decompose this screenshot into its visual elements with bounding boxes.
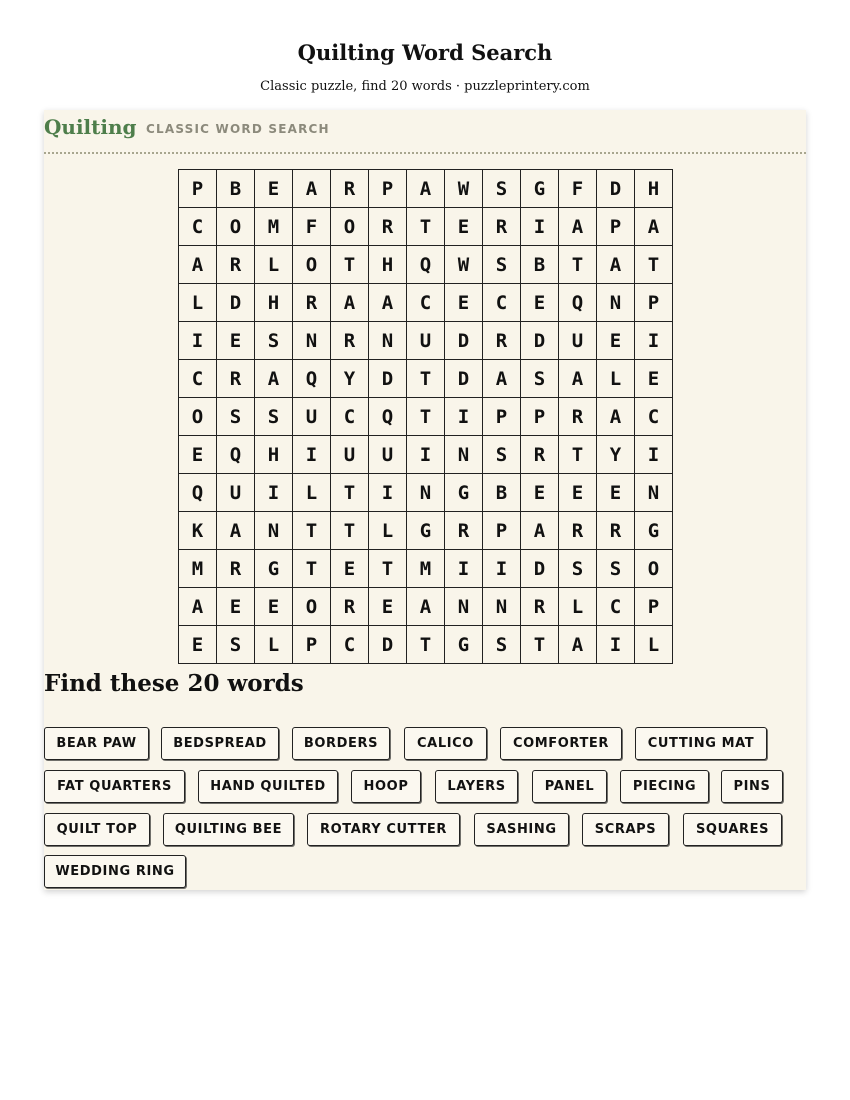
grid-cell[interactable]: A: [407, 588, 445, 626]
grid-cell[interactable]: T: [369, 550, 407, 588]
grid-cell[interactable]: P: [635, 588, 673, 626]
grid-cell[interactable]: I: [635, 322, 673, 360]
grid-cell[interactable]: D: [521, 550, 559, 588]
grid-cell[interactable]: W: [445, 246, 483, 284]
grid-cell[interactable]: L: [179, 284, 217, 322]
grid-cell[interactable]: C: [179, 208, 217, 246]
grid-cell[interactable]: H: [635, 170, 673, 208]
word-item[interactable]: CUTTING MAT: [635, 727, 767, 760]
word-list-heading: Find these 20 words: [44, 670, 304, 697]
grid-cell[interactable]: U: [217, 474, 255, 512]
grid-cell[interactable]: C: [179, 360, 217, 398]
word-item[interactable]: HAND QUILTED: [198, 770, 338, 803]
word-item[interactable]: PANEL: [532, 770, 607, 803]
grid-cell[interactable]: P: [597, 208, 635, 246]
word-item[interactable]: QUILTING BEE: [163, 813, 294, 846]
grid-cell[interactable]: O: [179, 398, 217, 436]
grid-cell[interactable]: Y: [597, 436, 635, 474]
grid-cell[interactable]: R: [445, 512, 483, 550]
grid-cell[interactable]: N: [445, 588, 483, 626]
grid-cell[interactable]: S: [559, 550, 597, 588]
grid-cell[interactable]: L: [255, 626, 293, 664]
page-subtitle: Classic puzzle, find 20 words · puzzleprintery.com: [260, 79, 590, 94]
grid-cell[interactable]: L: [559, 588, 597, 626]
grid-cell[interactable]: T: [407, 360, 445, 398]
grid-cell[interactable]: R: [521, 436, 559, 474]
grid-cell[interactable]: U: [331, 436, 369, 474]
grid-cell[interactable]: I: [597, 626, 635, 664]
grid-cell[interactable]: E: [179, 626, 217, 664]
grid-cell[interactable]: P: [521, 398, 559, 436]
puzzle-card: [44, 110, 806, 890]
grid-cell[interactable]: C: [331, 398, 369, 436]
grid-cell[interactable]: E: [255, 588, 293, 626]
grid-cell[interactable]: R: [369, 208, 407, 246]
grid-cell[interactable]: A: [559, 626, 597, 664]
grid-cell[interactable]: E: [597, 322, 635, 360]
word-item[interactable]: FAT QUARTERS: [44, 770, 185, 803]
page-title: Quilting Word Search: [297, 40, 553, 65]
grid-cell[interactable]: U: [293, 398, 331, 436]
grid-cell[interactable]: N: [597, 284, 635, 322]
grid-cell[interactable]: O: [293, 588, 331, 626]
grid-cell[interactable]: E: [521, 284, 559, 322]
grid-cell[interactable]: G: [635, 512, 673, 550]
grid-cell[interactable]: O: [293, 246, 331, 284]
grid-cell[interactable]: N: [369, 322, 407, 360]
grid-cell[interactable]: B: [217, 170, 255, 208]
grid-cell[interactable]: R: [331, 170, 369, 208]
grid-cell[interactable]: Q: [407, 246, 445, 284]
grid-cell[interactable]: R: [293, 284, 331, 322]
grid-cell[interactable]: L: [293, 474, 331, 512]
grid-cell[interactable]: B: [483, 474, 521, 512]
grid-cell[interactable]: A: [369, 284, 407, 322]
grid-cell[interactable]: A: [483, 360, 521, 398]
grid-cell[interactable]: R: [483, 322, 521, 360]
grid-cell[interactable]: U: [369, 436, 407, 474]
grid-cell[interactable]: A: [559, 208, 597, 246]
grid-cell[interactable]: N: [255, 512, 293, 550]
grid-cell[interactable]: G: [445, 626, 483, 664]
grid-cell[interactable]: D: [597, 170, 635, 208]
grid-cell[interactable]: G: [521, 170, 559, 208]
grid-cell[interactable]: E: [217, 588, 255, 626]
grid-cell[interactable]: N: [293, 322, 331, 360]
grid-cell[interactable]: G: [445, 474, 483, 512]
word-item[interactable]: BEDSPREAD: [161, 727, 279, 760]
grid-cell[interactable]: A: [635, 208, 673, 246]
grid-cell[interactable]: A: [407, 170, 445, 208]
grid-cell[interactable]: I: [521, 208, 559, 246]
grid-cell[interactable]: Q: [179, 474, 217, 512]
grid-cell[interactable]: H: [255, 436, 293, 474]
grid-cell[interactable]: S: [217, 626, 255, 664]
grid-cell[interactable]: R: [331, 322, 369, 360]
grid-cell[interactable]: P: [483, 512, 521, 550]
grid-cell[interactable]: R: [483, 208, 521, 246]
grid-cell[interactable]: L: [597, 360, 635, 398]
grid-cell[interactable]: Y: [331, 360, 369, 398]
grid-cell[interactable]: N: [635, 474, 673, 512]
grid-cell[interactable]: I: [445, 550, 483, 588]
grid-cell[interactable]: T: [331, 246, 369, 284]
grid-cell[interactable]: A: [217, 512, 255, 550]
grid-cell[interactable]: P: [635, 284, 673, 322]
grid-cell[interactable]: A: [559, 360, 597, 398]
grid-cell[interactable]: R: [217, 360, 255, 398]
grid-cell[interactable]: O: [635, 550, 673, 588]
grid-cell[interactable]: E: [445, 208, 483, 246]
grid-cell[interactable]: R: [521, 588, 559, 626]
grid-cell[interactable]: K: [179, 512, 217, 550]
grid-cell[interactable]: U: [407, 322, 445, 360]
grid-cell[interactable]: T: [293, 550, 331, 588]
grid-cell[interactable]: O: [331, 208, 369, 246]
grid-cell[interactable]: U: [559, 322, 597, 360]
grid-cell[interactable]: A: [331, 284, 369, 322]
grid-cell[interactable]: E: [635, 360, 673, 398]
grid-cell[interactable]: R: [217, 246, 255, 284]
grid-cell[interactable]: P: [369, 170, 407, 208]
word-item[interactable]: LAYERS: [435, 770, 518, 803]
grid-cell[interactable]: O: [217, 208, 255, 246]
grid-cell[interactable]: M: [255, 208, 293, 246]
word-item[interactable]: SCRAPS: [582, 813, 669, 846]
grid-cell[interactable]: T: [635, 246, 673, 284]
grid-cell[interactable]: D: [445, 322, 483, 360]
grid-cell[interactable]: G: [407, 512, 445, 550]
grid-cell[interactable]: A: [521, 512, 559, 550]
grid-cell[interactable]: A: [179, 588, 217, 626]
grid-cell[interactable]: T: [407, 208, 445, 246]
grid-cell[interactable]: Q: [559, 284, 597, 322]
grid-cell[interactable]: D: [369, 626, 407, 664]
grid-cell[interactable]: C: [635, 398, 673, 436]
grid-cell[interactable]: E: [559, 474, 597, 512]
grid-cell[interactable]: S: [483, 170, 521, 208]
grid-cell[interactable]: R: [597, 512, 635, 550]
word-item[interactable]: HOOP: [351, 770, 421, 803]
grid-cell[interactable]: E: [369, 588, 407, 626]
grid-cell[interactable]: P: [179, 170, 217, 208]
grid-cell[interactable]: T: [407, 626, 445, 664]
grid-cell[interactable]: A: [179, 246, 217, 284]
grid-cell[interactable]: I: [445, 398, 483, 436]
grid-cell[interactable]: I: [635, 436, 673, 474]
grid-cell[interactable]: C: [483, 284, 521, 322]
grid-cell[interactable]: D: [521, 322, 559, 360]
card-header: [44, 110, 806, 154]
grid-cell[interactable]: Q: [369, 398, 407, 436]
grid-cell[interactable]: I: [407, 436, 445, 474]
grid-cell[interactable]: S: [521, 360, 559, 398]
grid-cell[interactable]: F: [293, 208, 331, 246]
grid-cell[interactable]: R: [559, 398, 597, 436]
grid-cell[interactable]: R: [217, 550, 255, 588]
grid-cell[interactable]: T: [293, 512, 331, 550]
grid-cell[interactable]: C: [407, 284, 445, 322]
grid-cell[interactable]: E: [445, 284, 483, 322]
letter-grid: [178, 169, 673, 664]
grid-cell[interactable]: T: [521, 626, 559, 664]
grid-cell[interactable]: L: [255, 246, 293, 284]
grid-cell[interactable]: B: [521, 246, 559, 284]
grid-cell[interactable]: Q: [217, 436, 255, 474]
grid-cell[interactable]: I: [483, 550, 521, 588]
grid-cell[interactable]: N: [445, 436, 483, 474]
grid-cell[interactable]: E: [255, 170, 293, 208]
grid-cell[interactable]: S: [597, 550, 635, 588]
grid-cell[interactable]: T: [407, 398, 445, 436]
grid-cell[interactable]: R: [559, 512, 597, 550]
grid-cell[interactable]: P: [293, 626, 331, 664]
word-item[interactable]: CALICO: [404, 727, 487, 760]
word-item[interactable]: PINS: [721, 770, 783, 803]
grid-cell[interactable]: E: [331, 550, 369, 588]
grid-cell[interactable]: S: [483, 626, 521, 664]
grid-cell[interactable]: E: [217, 322, 255, 360]
grid-cell[interactable]: P: [483, 398, 521, 436]
word-item[interactable]: BEAR PAW: [44, 727, 149, 760]
word-item[interactable]: ROTARY CUTTER: [307, 813, 460, 846]
word-item[interactable]: SASHING: [474, 813, 569, 846]
word-item[interactable]: COMFORTER: [500, 727, 622, 760]
grid-cell[interactable]: T: [559, 436, 597, 474]
grid-cell[interactable]: S: [483, 246, 521, 284]
grid-cell[interactable]: E: [179, 436, 217, 474]
grid-cell[interactable]: M: [407, 550, 445, 588]
grid-cell[interactable]: I: [293, 436, 331, 474]
grid-cell[interactable]: S: [255, 398, 293, 436]
grid-cell[interactable]: S: [217, 398, 255, 436]
grid-cell[interactable]: C: [331, 626, 369, 664]
grid-cell[interactable]: R: [331, 588, 369, 626]
brand-title: Quilting: [44, 115, 137, 139]
grid-cell[interactable]: T: [331, 474, 369, 512]
word-item[interactable]: BORDERS: [292, 727, 390, 760]
grid-cell[interactable]: I: [369, 474, 407, 512]
grid-cell[interactable]: I: [255, 474, 293, 512]
grid-cell[interactable]: Q: [293, 360, 331, 398]
grid-cell[interactable]: I: [179, 322, 217, 360]
grid-cell[interactable]: W: [445, 170, 483, 208]
grid-cell[interactable]: A: [597, 246, 635, 284]
grid-cell[interactable]: D: [217, 284, 255, 322]
grid-cell[interactable]: E: [521, 474, 559, 512]
grid-cell[interactable]: A: [293, 170, 331, 208]
grid-cell[interactable]: L: [635, 626, 673, 664]
grid-cell[interactable]: T: [559, 246, 597, 284]
grid-cell[interactable]: H: [255, 284, 293, 322]
grid-cell[interactable]: F: [559, 170, 597, 208]
category-label: CLASSIC WORD SEARCH: [146, 122, 330, 136]
grid-cell[interactable]: H: [369, 246, 407, 284]
grid-cell[interactable]: L: [369, 512, 407, 550]
grid-cell[interactable]: A: [255, 360, 293, 398]
word-item[interactable]: QUILT TOP: [44, 813, 150, 846]
grid-cell[interactable]: A: [597, 398, 635, 436]
grid-cell[interactable]: E: [597, 474, 635, 512]
grid-cell[interactable]: S: [483, 436, 521, 474]
grid-cell[interactable]: S: [255, 322, 293, 360]
grid-cell[interactable]: G: [255, 550, 293, 588]
word-item[interactable]: SQUARES: [683, 813, 782, 846]
grid-cell[interactable]: T: [331, 512, 369, 550]
grid-cell[interactable]: D: [445, 360, 483, 398]
grid-cell[interactable]: C: [597, 588, 635, 626]
grid-cell[interactable]: N: [407, 474, 445, 512]
word-item[interactable]: WEDDING RING: [44, 855, 186, 888]
word-item[interactable]: PIECING: [620, 770, 709, 803]
grid-cell[interactable]: D: [369, 360, 407, 398]
grid-cell[interactable]: M: [179, 550, 217, 588]
grid-cell[interactable]: N: [483, 588, 521, 626]
